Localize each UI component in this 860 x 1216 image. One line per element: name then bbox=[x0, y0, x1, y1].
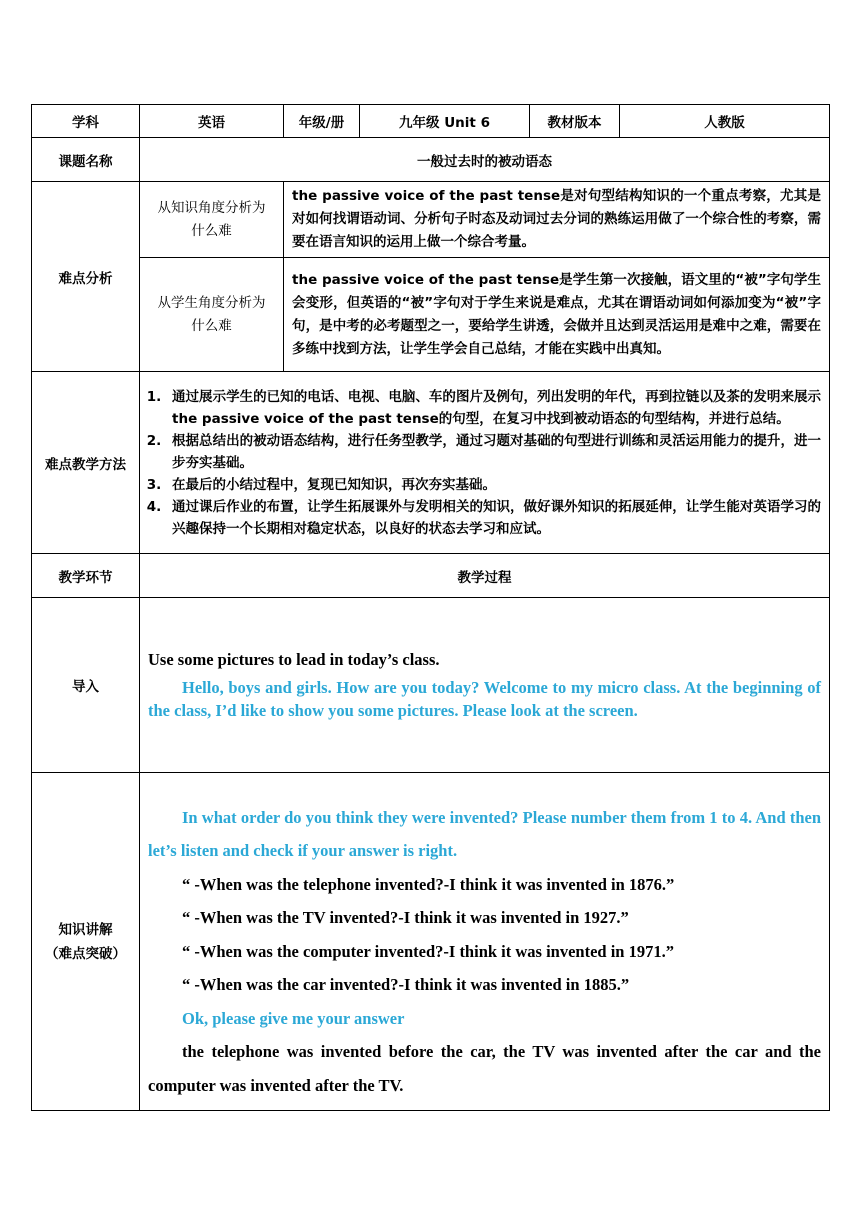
methods-row bbox=[32, 372, 830, 554]
knowledge-sublabel: （难点突破） bbox=[45, 945, 126, 962]
knowledge-row bbox=[32, 773, 830, 1111]
knowledge-angle-label: 从知识角度分析为什么难 bbox=[140, 182, 284, 258]
header-row bbox=[32, 105, 830, 138]
answer-prompt: Ok, please give me your answer bbox=[182, 1008, 405, 1028]
difficulty-student-row bbox=[32, 258, 830, 372]
intro-row bbox=[32, 598, 830, 773]
topic-value: 一般过去时的被动语态 bbox=[140, 138, 830, 182]
textbook-value: 人教版 bbox=[620, 105, 830, 138]
student-angle-text: the passive voice of the past tense是学生第一次接触，语文里的“被”字句学生会变形，但英语的“被”字句对于学生来说是难点，尤其在谓语动词如何添加变为“被”字句，是中考的必考题型之一，要给学生讲透，会做并且达到灵活运用是难中之难，需要在多练中找到方法，让学生学会自己总结，才能在实践中出真知。 bbox=[284, 258, 830, 372]
intro-line-1: Use some pictures to lead in today’s class. bbox=[148, 650, 440, 669]
dialog-line: “ -When was the car invented?-I think it was invented in 1885.” bbox=[182, 975, 630, 995]
method-item: 3. 在最后的小结过程中，复现已知知识，再次夯实基础。 bbox=[166, 474, 821, 496]
knowledge-label-cell bbox=[32, 773, 140, 1111]
topic-row bbox=[32, 138, 830, 182]
knowledge-label: 知识讲解 bbox=[58, 921, 113, 938]
grade-label: 年级/册 bbox=[284, 105, 360, 138]
dialog-line: “ -When was the TV invented?-I think it was invented in 1927.” bbox=[182, 908, 629, 928]
dialog-line: “ -When was the computer invented?-I think it was invented in 1971.” bbox=[182, 941, 674, 961]
student-angle-label: 从学生角度分析为什么难 bbox=[140, 258, 284, 372]
knowledge-content bbox=[140, 773, 830, 1111]
topic-label: 课题名称 bbox=[32, 138, 140, 182]
subject-value: 英语 bbox=[140, 105, 284, 138]
methods-label: 难点教学方法 bbox=[32, 372, 140, 554]
intro-label: 导入 bbox=[32, 598, 140, 773]
intro-content bbox=[140, 598, 830, 773]
difficulty-label: 难点分析 bbox=[32, 182, 140, 372]
dialog-line: “ -When was the telephone invented?-I think it was invented in 1876.” bbox=[182, 874, 675, 894]
answer-text: the telephone was invented before the car, the TV was invented after the car and the computer was invented after the TV. bbox=[148, 1042, 821, 1095]
difficulty-knowledge-row bbox=[32, 182, 830, 258]
textbook-label: 教材版本 bbox=[530, 105, 620, 138]
method-item: 1. 通过展示学生的已知的电话、电视、电脑、车的图片及例句，列出发明的年代，再到拉链以及茶的发明来展示the passive voice of the past tense的句型，在复习中找到被动语态的句型结构，并进行总结。 bbox=[166, 386, 821, 430]
knowledge-angle-text: the passive voice of the past tense是对句型结构知识的一个重点考察，尤其是对如何找谓语动词、分析句子时态及动词过去分词的熟练运用做了一个综合性的考察，需要在语言知识的运用上做一个综合考量。 bbox=[284, 182, 830, 258]
subject-label: 学科 bbox=[32, 105, 140, 138]
methods-list-cell bbox=[140, 372, 830, 554]
lesson-plan-table bbox=[31, 104, 830, 1111]
process-stage-label: 教学环节 bbox=[32, 554, 140, 598]
process-value: 教学过程 bbox=[140, 554, 830, 598]
intro-line-2: Hello, boys and girls. How are you today? Welcome to my micro class. At the beginning of the class, I’d like to show you some pictures. Please look at the screen. bbox=[148, 678, 821, 720]
methods-list bbox=[140, 386, 829, 540]
grade-value: 九年级 Unit 6 bbox=[360, 105, 530, 138]
method-item: 2. 根据总结出的被动语态结构，进行任务型教学，通过习题对基础的句型进行训练和灵活运用能力的提升，进一步夯实基础。 bbox=[166, 430, 821, 474]
process-header-row bbox=[32, 554, 830, 598]
method-item: 4. 通过课后作业的布置，让学生拓展课外与发明相关的知识，做好课外知识的拓展延伸，让学生能对英语学习的兴趣保持一个长期相对稳定状态，以良好的状态去学习和应试。 bbox=[166, 496, 821, 540]
knowledge-question: In what order do you think they were invented? Please number them from 1 to 4. And then let’s listen and check if your answer is right. bbox=[148, 807, 821, 861]
